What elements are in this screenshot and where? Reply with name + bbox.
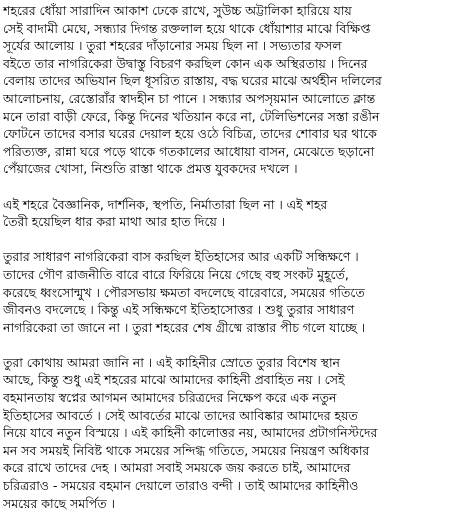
text-line: জীবনও বদলেছে । কিন্তু এই সন্ধিক্ষণে ইতিহাসোত্তর । শুধু তুরার সাধারণ (3, 302, 355, 318)
paragraph-1 (3, 2, 452, 178)
paragraph-gap (3, 178, 452, 196)
text-line: তৈরী হয়েছিল ধার করা মাথা আর হাত দিয়ে । (3, 214, 226, 230)
text-line: চরিত্ররাও - সময়ের বহমান দেয়ালে তারাও বন্দী । তাই আমাদের কাহিনীও (3, 478, 359, 494)
text-line: তাদের গৌণ রাজনীতি বারে বারে ফিরিয়ে নিয়ে গেছে বহু সংকট মুহূর্তে, (3, 266, 349, 282)
text-line: মনে তারা বাড়ী ফেরে, কিন্তু দিনের খতিয়ান করে না, টেলিভিশনের সস্তা রঙীন (3, 108, 380, 124)
text-line: পেঁয়াজের খোসা, নিশুতি রাস্তা থাকে প্রমত্ত যুবকদের দখলে । (3, 161, 298, 177)
text-line: সময়ের কাছে সমর্পিত । (3, 495, 115, 511)
text-line: ফোটনে তাদের বসার ঘরের দেয়াল হয়ে ওঠে বিচিত্র, তাদের শোবার ঘর থাকে (3, 126, 377, 142)
text-line: তুরার সাধারণ নাগরিকেরা বাস করছিল ইতিহাসের আর একটি সন্ধিক্ষণে । (3, 249, 359, 265)
text-line: করেছে ধ্বংসোন্মুখ । পৌরসভায় ক্ষমতা বদলেছে বারেবারে, সময়ের গতিতে (3, 284, 365, 300)
text-line: এই শহরে বৈজ্ঞানিক, দার্শনিক, স্থপতি, নির্মাতারা ছিল না । এই শহর (3, 196, 328, 212)
text-line: সেই বাদামী মেঘে, সন্ধ্যার দিগন্ত রক্তলাল হয়ে থাকে ধোঁয়াশার মাঝে বিক্ষিপ্ত (3, 20, 371, 36)
text-line: আলোচনায়, রেস্তোরাঁর স্বাদহীন চা পানে । সন্ধ্যার অপসৃয়মান আলোতে ক্লান্ত (3, 90, 376, 106)
text-line: পরিত্যক্ত, রান্না ঘরে পড়ে থাকে গতকালের আধোয়া বাসন, মেঝেতে ছড়ানো (3, 143, 375, 159)
text-line: তুরা কোথায় আমরা জানি না । এই কাহিনীর স্রোতে তুরার বিশেষ স্থান (3, 354, 340, 370)
text-line: করে রাখে তাদের দেহ । আমরা সবাই সময়কে জয় করতে চাই, আমাদের (3, 460, 351, 476)
text-line: বইতে তার নাগরিকেরা উদ্বাস্তু বিচরণ করছিল কোন এক অস্থিরতায় । দিনের (3, 55, 368, 71)
paragraph-3 (3, 248, 452, 336)
text-line: বহমানতায় স্বপ্নের আগমন আমাদের চরিত্রদের নিক্ষেপ করে এক নতুন (3, 390, 337, 406)
text-line: নাগরিকেরা তা জানে না । তুরা শহরের শেষ গ্রীষ্মে রাস্তার পীচ গলে যাচ্ছে । (3, 319, 366, 335)
paragraph-4 (3, 354, 452, 512)
paragraph-2 (3, 196, 452, 231)
paragraph-gap (3, 231, 452, 249)
text-line: আছে, কিন্তু শুধু এই শহরের মাঝে আমাদের কাহিনী প্রবাহিত নয় । সেই (3, 372, 345, 388)
text-line: মন সব সময়ই নিবিষ্ট থাকে সময়ের সন্দিগ্ধ গতিতে, সময়ের নিয়ন্ত্রণ অধিকার (3, 442, 370, 458)
text-line: বেলায় তাদের অভিযান ছিল ধূসরিত রাস্তায়, বদ্ধ ঘরের মাঝে অর্থহীন দলিলের (3, 73, 382, 89)
text-line: নিয়ে যাবে নতুন বিস্ময়ে । এই কাহিনী কালোত্তর নয়, আমাদের প্রটাগনিস্টদের (3, 425, 378, 441)
text-line: ইতিহাসের আবর্তে । সেই আবর্তের মাঝে তাদের আবিষ্কার আমাদের হয়ত (3, 407, 358, 423)
text-line: শহরের ধোঁয়া সারাদিন আকাশ ঢেকে রাখে, সুউচ্চ অট্টালিকা হারিয়ে যায় (3, 3, 352, 18)
paragraph-gap (3, 336, 452, 354)
text-line: সূর্যের আলোয় । তুরা শহরের দাঁড়ানোর সময় ছিল না । সভ্যতার ফসল (3, 38, 342, 54)
